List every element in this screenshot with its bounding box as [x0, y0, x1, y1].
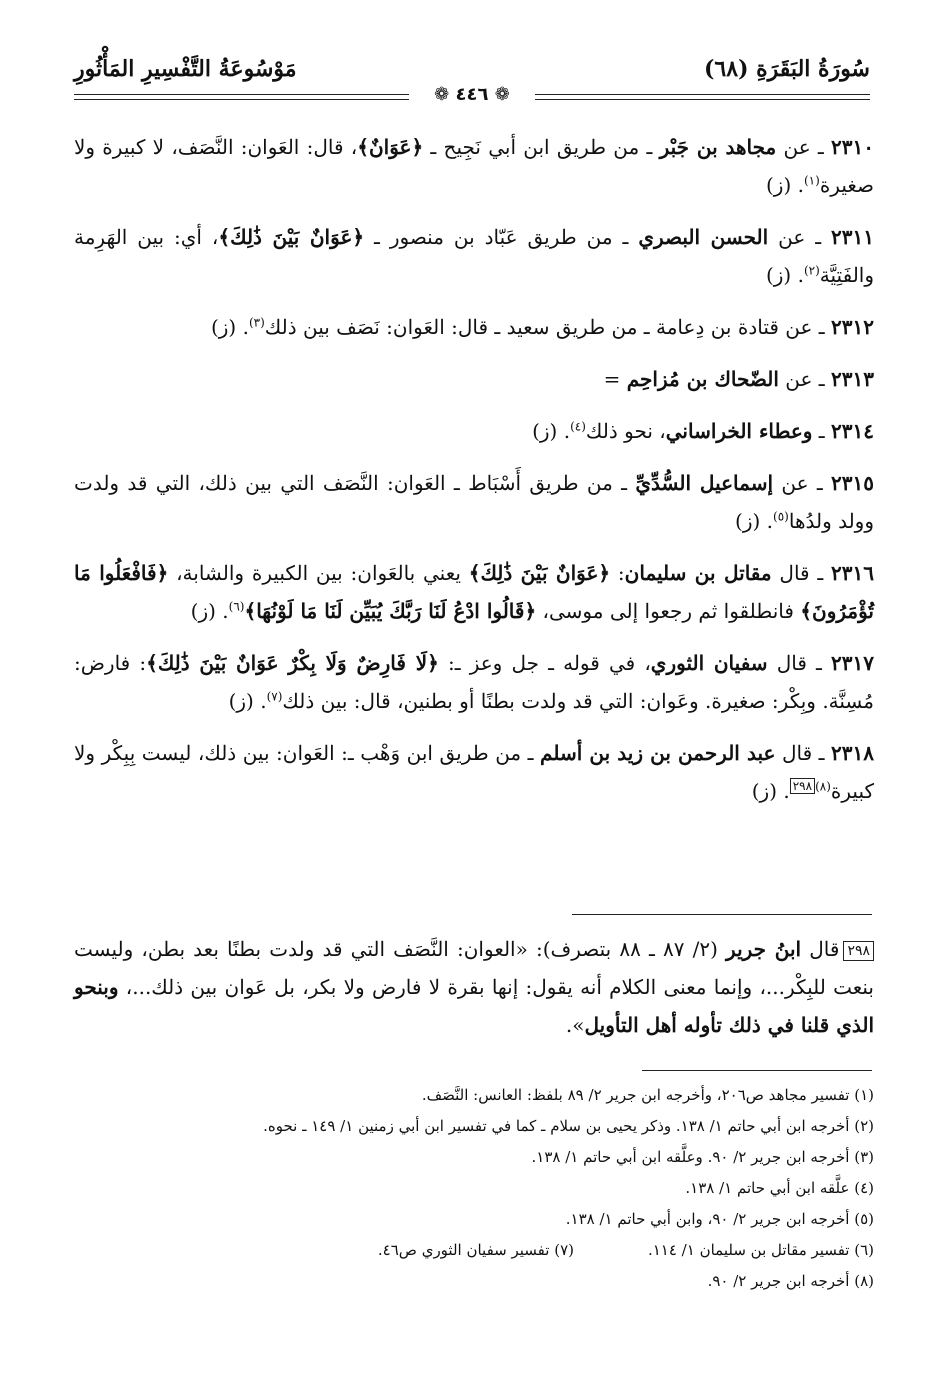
header-rule-right: [535, 94, 870, 100]
footnote-ref: (٦): [228, 599, 245, 614]
quran-quote: ﴿عَوَانٌ بَيْنَ ذَٰلِكَ﴾: [468, 561, 611, 585]
entry-2310: ٢٣١٠ ـ عن مجاهد بن جَبْر ـ من طريق ابن أبي نَجِيح ـ ﴿عَوَانٌ﴾، قال: العَوان: النَّصَف، لا كبيرة ولا صغيرة$^{(١)}$. (ز): [74, 135, 875, 197]
footnote-3: (٣) أخرجه ابن جرير ٢/ ٩٠. وعلَّقه ابن أبي حاتم ١/ ١٣٨.: [531, 1148, 874, 1166]
page-header: [74, 56, 870, 105]
quran-quote: ﴿فَافْعَلُوا مَا تُؤْمَرُونَ﴾: [74, 561, 874, 623]
entry-2314: ٢٣١٤ ـ وعطاء الخراساني، نحو ذلك$^{(٤)}$. (ز): [532, 419, 874, 443]
footnote-6: (٦) تفسير مقاتل بن سليمان ١/ ١١٤.: [647, 1241, 874, 1259]
entry-2318: ٢٣١٨ ـ قال عبد الرحمن بن زيد بن أسلم ـ من طريق ابن وَهْب ـ: العَوان: بين ذلك، ليست بِبِكْر ولا كبيرة$^{(٨)}$٢٩٨. (ز): [74, 741, 875, 803]
header-rule: [74, 84, 870, 105]
commentary-separator: [572, 914, 872, 915]
entry-2315: ٢٣١٥ ـ عن إسماعيل السُّدِّيِّ ـ من طريق أَسْبَاط ـ العَوان: النَّصَف التي بين ذلك، التي قد ولدت وولد ولدُها$^{(٥)}$. (ز): [74, 471, 874, 533]
entry-2316: ٢٣١٦ ـ قال مقاتل بن سليمان: ﴿عَوَانٌ بَيْنَ ذَٰلِكَ﴾ يعني بالعَوان: بين الكبيرة والشابة، ﴿فَافْعَلُوا مَا تُؤْمَرُونَ﴾ فانطلقوا ثم رجعوا إلى موسى، ﴿قَالُوا ادْعُ لَنَا رَبَّكَ يُبَيِّن لَنَا مَا لَوْنُهَا﴾$^{(٦)}$. (ز): [74, 561, 874, 623]
entry-2312: ٢٣١٢ ـ عن قتادة بن دِعامة ـ من طريق سعيد ـ قال: العَوان: نَصَف بين ذلك$^{(٣)}$. (ز): [210, 315, 874, 339]
footnote-7: (٧) تفسير سفيان الثوري ص٤٦.: [377, 1241, 574, 1259]
header-rule-left: [74, 94, 409, 100]
ornament-icon: ❁: [434, 84, 456, 105]
surah-title: سُورَةُ البَقَرَةِ (٦٨): [704, 56, 870, 82]
entry-2313: ٢٣١٣ ـ عن الضّحاك بن مُزاحِم =: [603, 367, 874, 391]
commentary-note: ٢٩٨قال ابنُ جرير (٢/ ٨٧ ـ ٨٨ بتصرف): «العوان: النَّصَف التي قد ولدت بطنًا بعد بطن، وليست بنعت للبِكْر...، وإنما معنى الكلام أنه يقول: إنها بقرة لا فارض ولا بكر، بل عَوان بين ذلك...، وبنحو الذي قلنا في ذلك تأوله أهل التأويل».: [74, 937, 874, 1037]
entry-2311: ٢٣١١ ـ عن الحسن البصري ـ من طريق عَبّاد بن منصور ـ ﴿عَوَانٌ بَيْنَ ذَٰلِكَ﴾، أي: بين الهَرِمة والفَتِيَّة$^{(٢)}$. (ز): [74, 225, 874, 287]
quran-quote: ﴿عَوَانٌ بَيْنَ ذَٰلِكَ﴾: [218, 225, 365, 249]
footnote-ref: (٧): [266, 689, 283, 704]
footnote-8: (٨) أخرجه ابن جرير ٢/ ٩٠.: [707, 1272, 874, 1290]
ornament-icon: ❁: [488, 84, 510, 105]
commentary-ref-box: ٢٩٨: [790, 778, 815, 794]
commentary-number-box: ٢٩٨: [843, 941, 874, 961]
footnote-4: (٤) علَّقه ابن أبي حاتم ١/ ١٣٨.: [685, 1179, 874, 1197]
entry-2317: ٢٣١٧ ـ قال سفيان الثوري، في قوله ـ جل وعز ـ: ﴿لَا فَارِضٌ وَلَا بِكْرٌ عَوَانٌ بَيْنَ ذَٰلِكَ﴾: فارض: مُسِنَّة. وبِكْر: صغيرة. وعَوان: التي قد ولدت بطنًا أو بطنين، قال: بين ذلك$^{(٧)}$. (ز): [74, 651, 875, 713]
footnote-ref: (٥): [773, 509, 789, 524]
footnote-ref: (٤): [570, 419, 586, 434]
footnote-1: (١) تفسير مجاهد ص٢٠٦، وأخرجه ابن جرير ٢/ ٨٩ بلفظ: العانس: النَّصَف.: [421, 1086, 874, 1104]
page-number: ❁ ٤٤٦ ❁: [434, 84, 510, 105]
quran-quote: ﴿عَوَانٌ﴾: [357, 135, 424, 159]
main-text: [74, 128, 874, 824]
footnotes: [74, 1080, 874, 1297]
footnote-2: (٢) أخرجه ابن أبي حاتم ١/ ١٣٨. وذكر يحيى بن سلام ـ كما في تفسير ابن أبي زمنين ١/ ١٤٩ ـ نحوه.: [263, 1117, 874, 1135]
footnotes-separator: [642, 1070, 872, 1071]
book-title: مَوْسُوعَةُ التَّفْسِيرِ المَأْثُورِ: [74, 56, 297, 82]
quran-quote: ﴿لَا فَارِضٌ وَلَا بِكْرٌ عَوَانٌ بَيْنَ ذَٰلِكَ﴾: [146, 651, 439, 675]
footnote-ref: (١): [803, 173, 820, 188]
footnote-5: (٥) أخرجه ابن جرير ٢/ ٩٠، وابن أبي حاتم ١/ ١٣٨.: [565, 1210, 874, 1228]
footnote-row: [74, 1235, 874, 1266]
quran-quote: ﴿قَالُوا ادْعُ لَنَا رَبَّكَ يُبَيِّن لَنَا مَا لَوْنُهَا﴾: [244, 599, 537, 623]
footnote-ref: (٢): [803, 263, 820, 278]
footnote-ref: (٨): [815, 779, 831, 794]
footnote-ref: (٣): [248, 315, 265, 330]
